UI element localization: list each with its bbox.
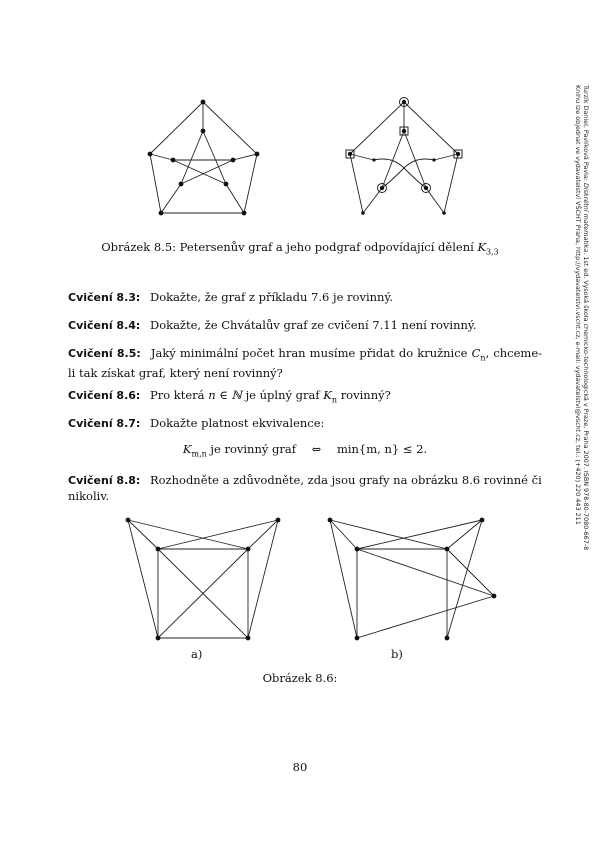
formula-rhs: min{m, n} ≤ 2.	[336, 442, 428, 456]
copyright-side-note	[574, 85, 590, 605]
exercise-math-n: n ∈ ℕ	[208, 388, 242, 402]
formula-lhs-math: K	[182, 442, 192, 456]
exercise-text-a: Pro která	[149, 388, 205, 402]
exercise-label: Cvičení 8.8:	[68, 474, 141, 487]
exercise-text-a: Jaký minimální počet hran musíme přidat do kružnice	[150, 346, 468, 360]
exercise-text-c: rovinný?	[340, 388, 391, 402]
exercise-text: Dokažte, že graf z příkladu 7.6 je rovinný.	[149, 290, 394, 304]
exercise-8-4	[68, 318, 542, 334]
exercise-8-3	[68, 290, 542, 306]
figure-8-6-caption: Obrázek 8.6:	[262, 671, 338, 685]
equivalence-formula	[68, 442, 542, 458]
exercise-8-6	[68, 388, 542, 408]
exercise-8-7	[68, 416, 542, 432]
page-number: 80	[292, 760, 308, 774]
exercise-label: Cvičení 8.5:	[68, 347, 141, 360]
caption-prefix: Obrázek 8.5:	[101, 240, 177, 254]
formula-lhs-sub: m,n	[191, 449, 207, 459]
formula-lhs-text: je rovinný graf	[210, 442, 296, 456]
exercise-label: Cvičení 8.6:	[68, 389, 141, 402]
figure-8-5-caption	[60, 240, 540, 256]
k33-subdivision-figure	[340, 92, 470, 218]
side-note-line-1: Turzík Daniel, Pavlíková Pavla: Diskrétní matematika. 1st ed. Vysoká škola chemicko-technologická v Praze, Praha 2007. ISBN 978-80-7080-667-8	[582, 85, 590, 551]
petersen-graph-figure	[140, 92, 268, 218]
figure-label-b: b)	[391, 647, 403, 661]
exercise-text-b: , chceme-li tak získat graf, který není rovinný?	[68, 346, 543, 380]
side-note-line-2: Knihu lze objednat ve vydavatelství VŠCHT Praha, http://vydavatelstvi.vscht.cz, e-mail: vydavatelstvi@vscht.cz, tel.: (+420) 220 443 211	[574, 85, 582, 525]
exercise-label: Cvičení 8.7:	[68, 417, 141, 430]
exercise-math-sub: n	[480, 353, 486, 363]
exercise-8-8	[68, 473, 542, 503]
exercise-label: Cvičení 8.3:	[68, 291, 141, 304]
exercise-8-5	[68, 346, 542, 380]
figure-label-a: a)	[191, 647, 203, 661]
caption-math: K	[477, 240, 487, 254]
caption-text: Petersenův graf a jeho podgraf odpovídající dělení	[179, 240, 474, 254]
exercise-text: Rozhodněte a zdůvodněte, zda jsou grafy na obrázku 8.6 rovinné či nikoliv.	[68, 473, 542, 503]
graph-b-figure	[322, 512, 502, 647]
exercise-text-b: je úplný graf	[245, 388, 320, 402]
exercise-text: Dokažte, že Chvátalův graf ze cvičení 7.11 není rovinný.	[149, 318, 477, 332]
exercise-text: Dokažte platnost ekvivalence:	[149, 416, 325, 430]
exercise-math: K	[323, 388, 332, 402]
exercise-label: Cvičení 8.4:	[68, 319, 141, 332]
formula-arrow: ⇔	[311, 442, 322, 456]
exercise-math: C	[471, 346, 481, 360]
graph-a-figure	[120, 512, 290, 647]
caption-sub: 3,3	[486, 247, 499, 257]
exercise-math-sub: n	[331, 395, 338, 405]
